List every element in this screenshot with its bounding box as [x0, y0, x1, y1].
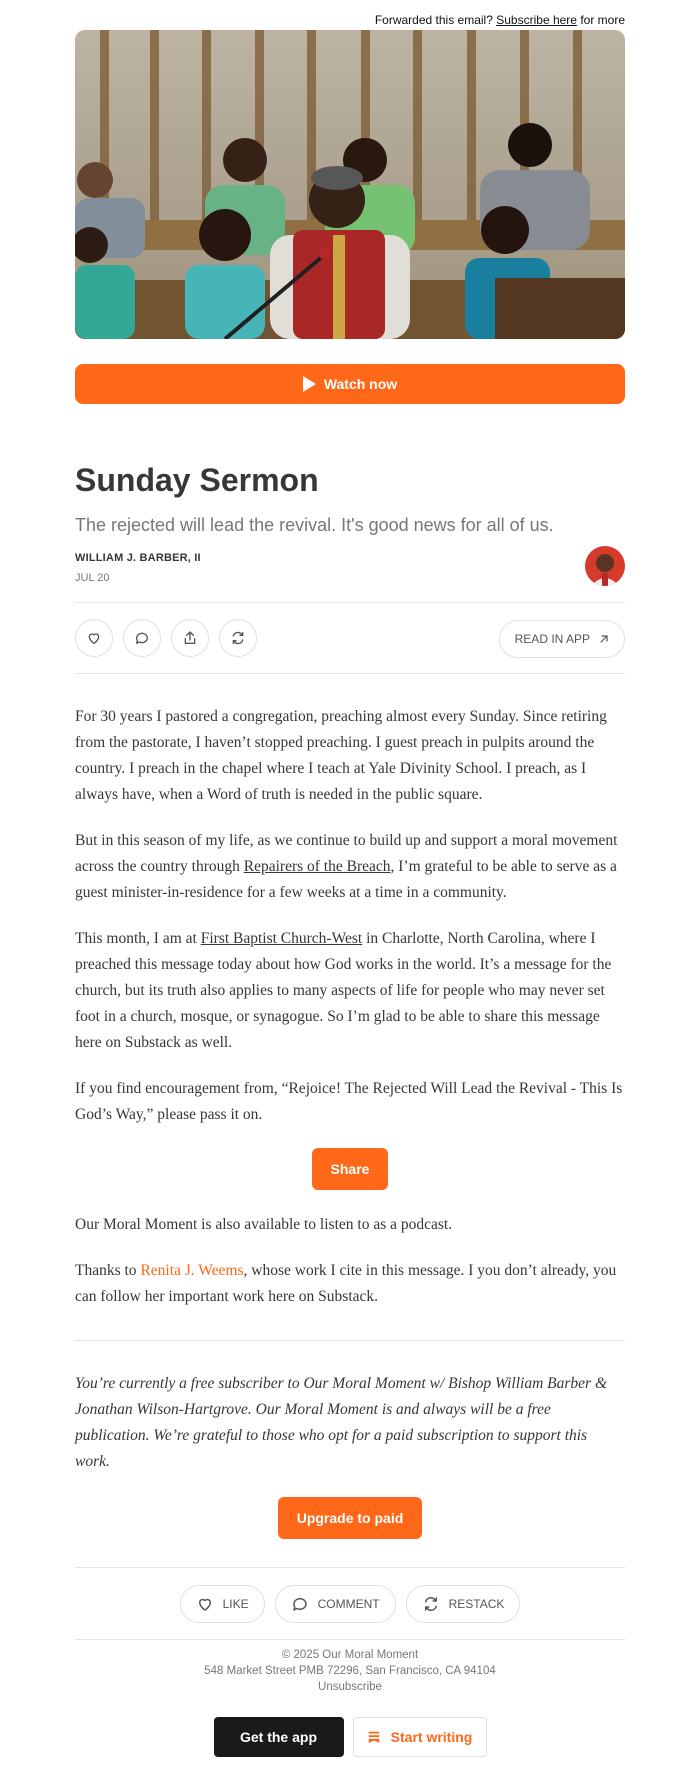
restack-button[interactable]: [219, 619, 257, 657]
paragraph: But in this season of my life, as we continue to build up and support a moral movement across the country through Repairers of the Breach, I’m grateful to be able to serve as a guest minister-in-residence for a few weeks at a time in a community.: [75, 832, 618, 901]
renita-weems-link[interactable]: Renita J. Weems: [140, 1262, 244, 1279]
comment-icon: [134, 630, 150, 646]
like-button[interactable]: [75, 619, 113, 657]
start-writing-button[interactable]: Start writing: [353, 1717, 487, 1757]
post-body: [75, 704, 625, 1310]
address: 548 Market Street PMB 72296, San Francisco, CA 94104: [204, 1665, 496, 1677]
play-icon: [303, 376, 316, 392]
paragraph: Our Moral Moment is also available to listen to as a podcast.: [75, 1216, 453, 1233]
get-the-app-button[interactable]: Get the app: [214, 1717, 344, 1757]
watch-now-button[interactable]: Watch now: [75, 364, 625, 404]
paragraph: For 30 years I pastored a congregation, preaching almost every Sunday. Since retiring from the pastorate, I haven’t stopped preaching. I guest preach in pulpits around the country. I preach in the chapel where I teach at Yale Divinity School. I preach, as I always have, when a Word of truth is needed in the public square.: [75, 708, 607, 803]
subscribe-link[interactable]: Subscribe here: [496, 13, 577, 27]
restack-icon: [422, 1595, 440, 1613]
sermon-video-image: [75, 30, 625, 339]
comment-icon: [291, 1595, 309, 1613]
read-in-app-button[interactable]: READ IN APP: [499, 620, 625, 658]
byline: [75, 552, 625, 592]
repairers-link[interactable]: Repairers of the Breach: [243, 858, 391, 875]
post-title: Sunday Sermon: [75, 462, 319, 498]
post-subtitle: The rejected will lead the revival. It's good news for all of us.: [75, 515, 554, 535]
footer-info: [75, 1640, 625, 1695]
post-actions: [75, 603, 625, 673]
heart-icon: [196, 1595, 214, 1613]
restack-icon: [230, 630, 246, 646]
arrow-up-right-icon: [598, 633, 610, 645]
paragraph: This month, I am at First Baptist Church-West in Charlotte, North Carolina, where I preached this message today about how God works in the world. It’s a message for the church, but its truth also applies to many aspects of life for people who may never set foot in a church, mosque, or synagogue. So I’m glad to be able to share this message here on Substack as well.: [75, 930, 612, 1051]
like-pill-button[interactable]: LIKE: [180, 1585, 265, 1623]
divider: [75, 673, 625, 674]
upgrade-button[interactable]: Upgrade to paid: [278, 1497, 422, 1539]
heart-icon: [86, 630, 102, 646]
substack-logo-icon: [367, 1730, 381, 1744]
video-thumbnail[interactable]: [75, 30, 625, 339]
email-container: [75, 0, 625, 1757]
paragraph: If you find encouragement from, “Rejoice! The Rejected Will Lead the Revival - This Is God’s Way,” please pass it on.: [75, 1080, 623, 1123]
share-icon-button[interactable]: [171, 619, 209, 657]
post-date: JUL 20: [75, 572, 110, 584]
divider: [75, 1340, 625, 1341]
author-avatar[interactable]: [585, 546, 625, 586]
author-name[interactable]: WILLIAM J. BARBER, II: [75, 552, 201, 564]
subscription-note: You’re currently a free subscriber to Our Moral Moment w/ Bishop William Barber & Jonathan Wilson-Hartgrove. Our Moral Moment is and always will be a free publication. We’re grateful to those who opt for a paid subscription to support this work.: [75, 1375, 607, 1470]
copyright: © 2025 Our Moral Moment: [281, 1649, 419, 1661]
paragraph: Thanks to Renita J. Weems, whose work I cite in this message. I you don’t already, you can follow her important work here on Substack.: [75, 1262, 617, 1305]
share-icon: [182, 630, 198, 646]
unsubscribe-link[interactable]: Unsubscribe: [318, 1681, 382, 1693]
comment-pill-button[interactable]: COMMENT: [275, 1585, 396, 1623]
restack-pill-button[interactable]: RESTACK: [406, 1585, 521, 1623]
app-buttons: [75, 1717, 625, 1757]
forward-notice: Forwarded this email? Subscribe here for more: [374, 13, 625, 27]
footer-actions: [75, 1568, 625, 1639]
church-link[interactable]: First Baptist Church-West: [200, 930, 363, 947]
share-button[interactable]: Share: [312, 1148, 388, 1190]
comment-button[interactable]: [123, 619, 161, 657]
